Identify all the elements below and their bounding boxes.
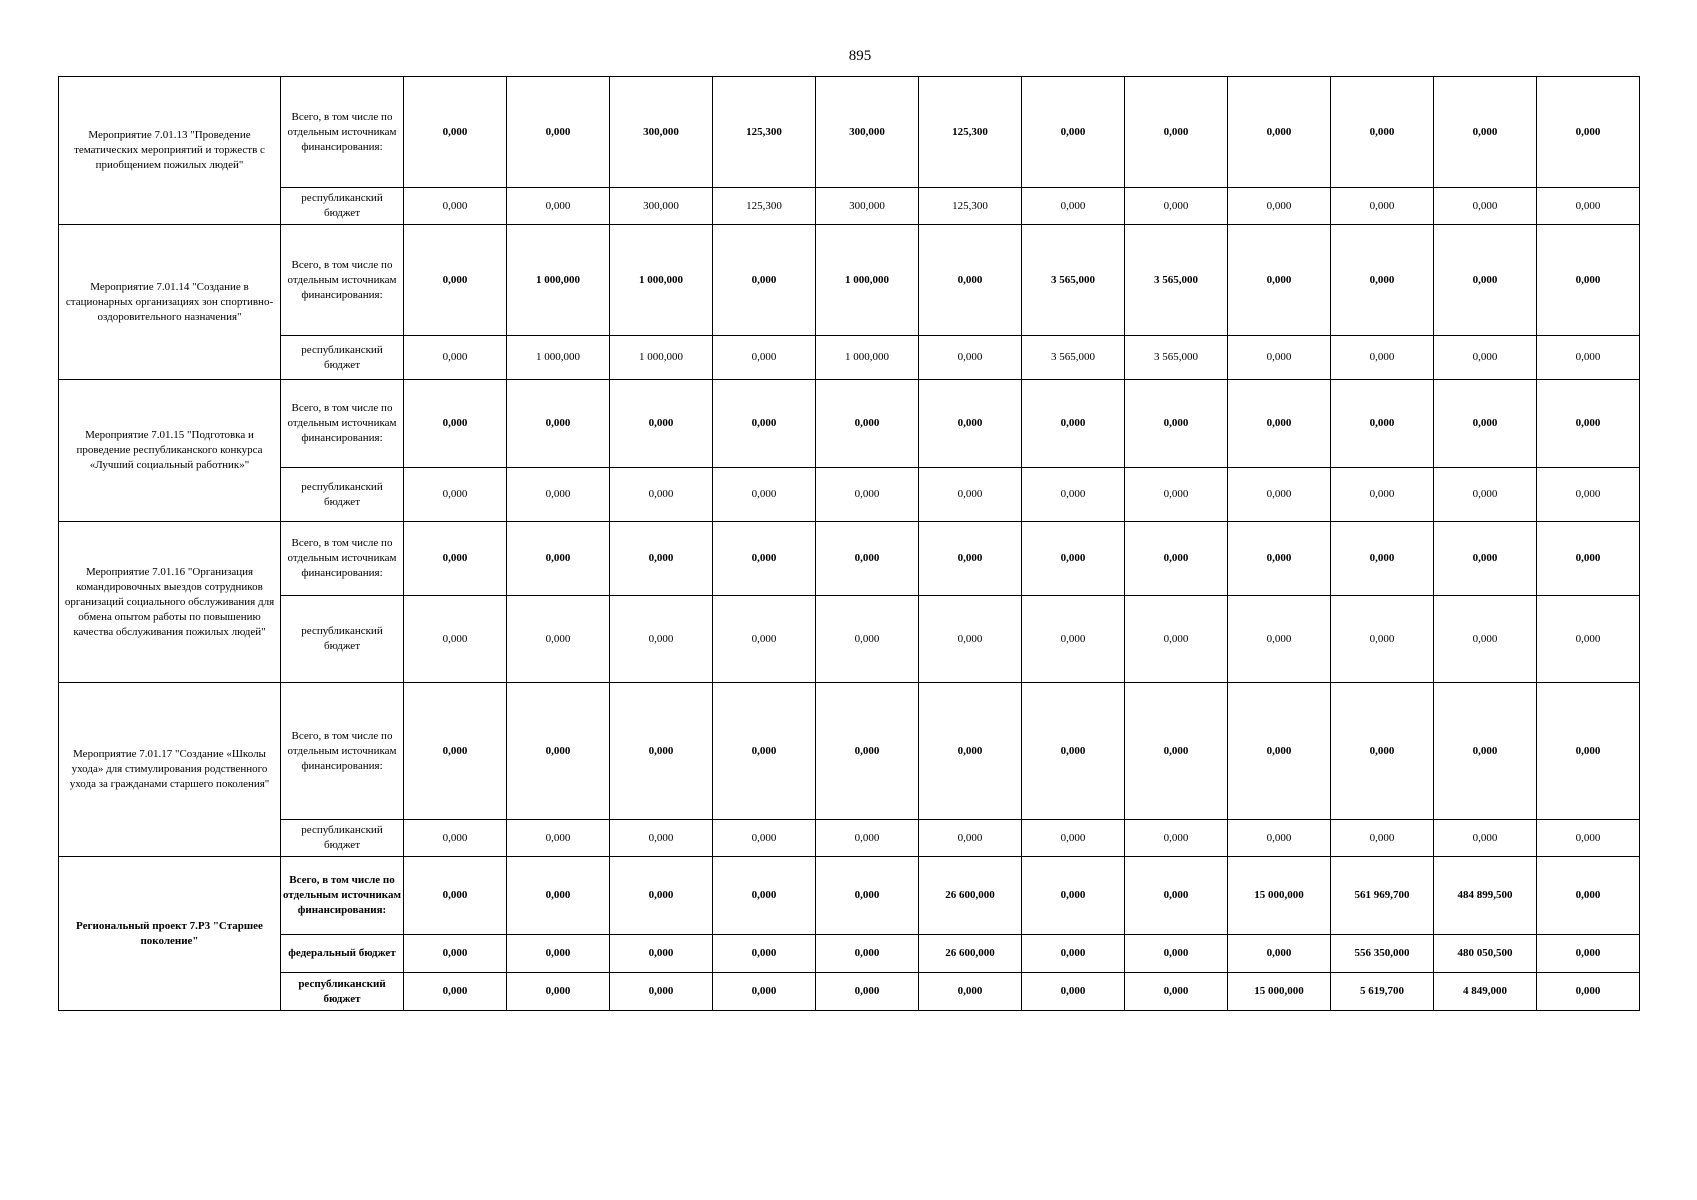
- amount-cell: 0,000: [404, 77, 507, 188]
- amount-cell: 0,000: [1125, 468, 1228, 522]
- amount-cell: 1 000,000: [816, 225, 919, 336]
- item-name: Мероприятие 7.01.16 "Организация командировочных выездов сотрудников организаций социального обслуживания для обмена опытом работы по повышению качества обслуживания пожилых людей": [59, 522, 281, 683]
- amount-cell: 0,000: [1331, 336, 1434, 380]
- amount-cell: 300,000: [816, 188, 919, 225]
- total-row: [59, 77, 1640, 188]
- amount-cell: 0,000: [507, 820, 610, 857]
- amount-cell: 26 600,000: [919, 935, 1022, 973]
- amount-cell: 0,000: [1331, 77, 1434, 188]
- funding-source: федеральный бюджет: [281, 935, 404, 973]
- amount-cell: 125,300: [919, 188, 1022, 225]
- amount-cell: 0,000: [1537, 820, 1640, 857]
- amount-cell: 0,000: [1537, 380, 1640, 468]
- amount-cell: 0,000: [507, 522, 610, 596]
- amount-cell: 0,000: [507, 468, 610, 522]
- amount-cell: 0,000: [1537, 188, 1640, 225]
- item-name: Мероприятие 7.01.14 "Создание в стационарных организациях зон спортивно-оздоровительного назначения": [59, 225, 281, 380]
- amount-cell: 0,000: [610, 596, 713, 683]
- amount-cell: 0,000: [919, 820, 1022, 857]
- item-name: Мероприятие 7.01.13 "Проведение тематических мероприятий и торжеств с приобщением пожилых людей": [59, 77, 281, 225]
- amount-cell: 484 899,500: [1434, 857, 1537, 935]
- amount-cell: 0,000: [610, 468, 713, 522]
- amount-cell: 0,000: [610, 973, 713, 1011]
- amount-cell: 0,000: [404, 935, 507, 973]
- amount-cell: 5 619,700: [1331, 973, 1434, 1011]
- amount-cell: 125,300: [713, 77, 816, 188]
- amount-cell: 561 969,700: [1331, 857, 1434, 935]
- funding-source: Всего, в том числе по отдельным источникам финансирования:: [281, 77, 404, 188]
- amount-cell: 0,000: [1331, 683, 1434, 820]
- amount-cell: 0,000: [713, 225, 816, 336]
- amount-cell: 0,000: [404, 188, 507, 225]
- amount-cell: 0,000: [1434, 820, 1537, 857]
- amount-cell: 0,000: [1125, 188, 1228, 225]
- amount-cell: 0,000: [919, 596, 1022, 683]
- amount-cell: 0,000: [610, 522, 713, 596]
- amount-cell: 0,000: [1022, 188, 1125, 225]
- amount-cell: 0,000: [919, 468, 1022, 522]
- amount-cell: 0,000: [1125, 935, 1228, 973]
- amount-cell: 0,000: [1537, 596, 1640, 683]
- amount-cell: 0,000: [1228, 683, 1331, 820]
- amount-cell: 0,000: [1228, 935, 1331, 973]
- amount-cell: 0,000: [1434, 468, 1537, 522]
- page-number: 895: [848, 48, 872, 64]
- amount-cell: 0,000: [610, 935, 713, 973]
- amount-cell: 556 350,000: [1331, 935, 1434, 973]
- amount-cell: 0,000: [1022, 857, 1125, 935]
- amount-cell: 26 600,000: [919, 857, 1022, 935]
- amount-cell: 0,000: [610, 380, 713, 468]
- amount-cell: 0,000: [1228, 596, 1331, 683]
- amount-cell: 0,000: [1022, 683, 1125, 820]
- amount-cell: 0,000: [816, 596, 919, 683]
- amount-cell: 15 000,000: [1228, 857, 1331, 935]
- amount-cell: 0,000: [404, 973, 507, 1011]
- item-name: Региональный проект 7.P3 "Старшее поколение": [59, 857, 281, 1011]
- amount-cell: 0,000: [1125, 857, 1228, 935]
- amount-cell: 0,000: [404, 596, 507, 683]
- amount-cell: 0,000: [816, 380, 919, 468]
- total-row: [59, 225, 1640, 336]
- amount-cell: 0,000: [713, 522, 816, 596]
- funding-source: Всего, в том числе по отдельным источникам финансирования:: [281, 225, 404, 336]
- amount-cell: 0,000: [1228, 225, 1331, 336]
- budget-source-row: [59, 935, 1640, 973]
- total-row: [59, 857, 1640, 935]
- amount-cell: 480 050,500: [1434, 935, 1537, 973]
- amount-cell: 0,000: [1022, 468, 1125, 522]
- funding-source: республиканский бюджет: [281, 468, 404, 522]
- amount-cell: 0,000: [404, 336, 507, 380]
- amount-cell: 0,000: [816, 935, 919, 973]
- amount-cell: 0,000: [1331, 225, 1434, 336]
- item-name: Мероприятие 7.01.15 "Подготовка и проведение республиканского конкурса «Лучший социальный работник»": [59, 380, 281, 522]
- amount-cell: 0,000: [1331, 820, 1434, 857]
- funding-source: республиканский бюджет: [281, 336, 404, 380]
- amount-cell: 0,000: [1022, 935, 1125, 973]
- amount-cell: 4 849,000: [1434, 973, 1537, 1011]
- amount-cell: 1 000,000: [610, 336, 713, 380]
- amount-cell: 300,000: [610, 77, 713, 188]
- amount-cell: 0,000: [1022, 380, 1125, 468]
- amount-cell: 0,000: [816, 973, 919, 1011]
- amount-cell: 0,000: [713, 336, 816, 380]
- budget-source-row: [59, 336, 1640, 380]
- funding-source: Всего, в том числе по отдельным источникам финансирования:: [281, 522, 404, 596]
- amount-cell: 15 000,000: [1228, 973, 1331, 1011]
- budget-table: [58, 76, 1640, 1011]
- amount-cell: 0,000: [1331, 596, 1434, 683]
- amount-cell: 3 565,000: [1125, 225, 1228, 336]
- funding-source: республиканский бюджет: [281, 973, 404, 1011]
- amount-cell: 0,000: [1537, 522, 1640, 596]
- amount-cell: 0,000: [1537, 935, 1640, 973]
- amount-cell: 0,000: [1125, 683, 1228, 820]
- amount-cell: 0,000: [1434, 683, 1537, 820]
- amount-cell: 3 565,000: [1022, 336, 1125, 380]
- amount-cell: 0,000: [1331, 522, 1434, 596]
- amount-cell: 0,000: [404, 683, 507, 820]
- amount-cell: 3 565,000: [1125, 336, 1228, 380]
- item-name: Мероприятие 7.01.17 "Создание «Школы ухода» для стимулирования родственного ухода за гражданами старшего поколения": [59, 683, 281, 857]
- amount-cell: 0,000: [713, 468, 816, 522]
- budget-body: [59, 77, 1640, 1011]
- amount-cell: 0,000: [1022, 596, 1125, 683]
- budget-source-row: [59, 820, 1640, 857]
- amount-cell: 0,000: [713, 380, 816, 468]
- amount-cell: 0,000: [1537, 973, 1640, 1011]
- funding-source: Всего, в том числе по отдельным источникам финансирования:: [281, 857, 404, 935]
- amount-cell: 0,000: [816, 468, 919, 522]
- amount-cell: 0,000: [610, 683, 713, 820]
- funding-source: Всего, в том числе по отдельным источникам финансирования:: [281, 380, 404, 468]
- amount-cell: 1 000,000: [507, 336, 610, 380]
- amount-cell: 0,000: [1125, 973, 1228, 1011]
- amount-cell: 0,000: [507, 77, 610, 188]
- amount-cell: 0,000: [1434, 522, 1537, 596]
- amount-cell: 125,300: [713, 188, 816, 225]
- amount-cell: 0,000: [919, 683, 1022, 820]
- amount-cell: 0,000: [507, 683, 610, 820]
- amount-cell: 0,000: [1434, 336, 1537, 380]
- total-row: [59, 380, 1640, 468]
- funding-source: республиканский бюджет: [281, 820, 404, 857]
- amount-cell: 0,000: [507, 857, 610, 935]
- amount-cell: 0,000: [1228, 188, 1331, 225]
- amount-cell: 0,000: [507, 973, 610, 1011]
- amount-cell: 0,000: [1022, 820, 1125, 857]
- amount-cell: 0,000: [713, 935, 816, 973]
- amount-cell: 0,000: [919, 522, 1022, 596]
- amount-cell: 1 000,000: [610, 225, 713, 336]
- amount-cell: 0,000: [1537, 468, 1640, 522]
- amount-cell: 0,000: [610, 820, 713, 857]
- amount-cell: 0,000: [1125, 522, 1228, 596]
- funding-source: Всего, в том числе по отдельным источникам финансирования:: [281, 683, 404, 820]
- amount-cell: 300,000: [610, 188, 713, 225]
- amount-cell: 0,000: [1125, 77, 1228, 188]
- amount-cell: 0,000: [1228, 380, 1331, 468]
- amount-cell: 0,000: [1434, 225, 1537, 336]
- amount-cell: 0,000: [1331, 468, 1434, 522]
- amount-cell: 0,000: [404, 225, 507, 336]
- amount-cell: 0,000: [1228, 77, 1331, 188]
- amount-cell: 0,000: [713, 857, 816, 935]
- amount-cell: 0,000: [1228, 820, 1331, 857]
- amount-cell: 0,000: [1537, 225, 1640, 336]
- amount-cell: 0,000: [1331, 380, 1434, 468]
- amount-cell: 0,000: [404, 857, 507, 935]
- amount-cell: 125,300: [919, 77, 1022, 188]
- amount-cell: 0,000: [507, 596, 610, 683]
- amount-cell: 1 000,000: [507, 225, 610, 336]
- amount-cell: 0,000: [1022, 77, 1125, 188]
- amount-cell: 0,000: [1537, 77, 1640, 188]
- amount-cell: 0,000: [404, 468, 507, 522]
- amount-cell: 0,000: [507, 188, 610, 225]
- amount-cell: 0,000: [816, 820, 919, 857]
- budget-source-row: [59, 596, 1640, 683]
- amount-cell: 0,000: [713, 596, 816, 683]
- amount-cell: 0,000: [816, 857, 919, 935]
- amount-cell: 0,000: [1125, 380, 1228, 468]
- amount-cell: 0,000: [1434, 77, 1537, 188]
- funding-source: республиканский бюджет: [281, 188, 404, 225]
- total-row: [59, 522, 1640, 596]
- amount-cell: 0,000: [1228, 336, 1331, 380]
- budget-source-row: [59, 188, 1640, 225]
- amount-cell: 0,000: [1022, 973, 1125, 1011]
- amount-cell: 3 565,000: [1022, 225, 1125, 336]
- amount-cell: 0,000: [1537, 683, 1640, 820]
- amount-cell: 0,000: [1125, 596, 1228, 683]
- amount-cell: 0,000: [713, 973, 816, 1011]
- amount-cell: 0,000: [1125, 820, 1228, 857]
- amount-cell: 0,000: [1537, 336, 1640, 380]
- amount-cell: 0,000: [1022, 522, 1125, 596]
- amount-cell: 0,000: [816, 522, 919, 596]
- amount-cell: 1 000,000: [816, 336, 919, 380]
- amount-cell: 0,000: [507, 935, 610, 973]
- amount-cell: 0,000: [816, 683, 919, 820]
- amount-cell: 0,000: [1434, 380, 1537, 468]
- amount-cell: 0,000: [919, 336, 1022, 380]
- amount-cell: 0,000: [1228, 522, 1331, 596]
- amount-cell: 0,000: [404, 522, 507, 596]
- amount-cell: 0,000: [404, 820, 507, 857]
- budget-source-row: [59, 468, 1640, 522]
- funding-source: республиканский бюджет: [281, 596, 404, 683]
- total-row: [59, 683, 1640, 820]
- amount-cell: 300,000: [816, 77, 919, 188]
- budget-source-row: [59, 973, 1640, 1011]
- amount-cell: 0,000: [1434, 596, 1537, 683]
- amount-cell: 0,000: [713, 820, 816, 857]
- amount-cell: 0,000: [713, 683, 816, 820]
- amount-cell: 0,000: [1537, 857, 1640, 935]
- amount-cell: 0,000: [919, 973, 1022, 1011]
- amount-cell: 0,000: [610, 857, 713, 935]
- amount-cell: 0,000: [507, 380, 610, 468]
- amount-cell: 0,000: [1434, 188, 1537, 225]
- amount-cell: 0,000: [404, 380, 507, 468]
- amount-cell: 0,000: [1228, 468, 1331, 522]
- amount-cell: 0,000: [919, 380, 1022, 468]
- amount-cell: 0,000: [1331, 188, 1434, 225]
- amount-cell: 0,000: [919, 225, 1022, 336]
